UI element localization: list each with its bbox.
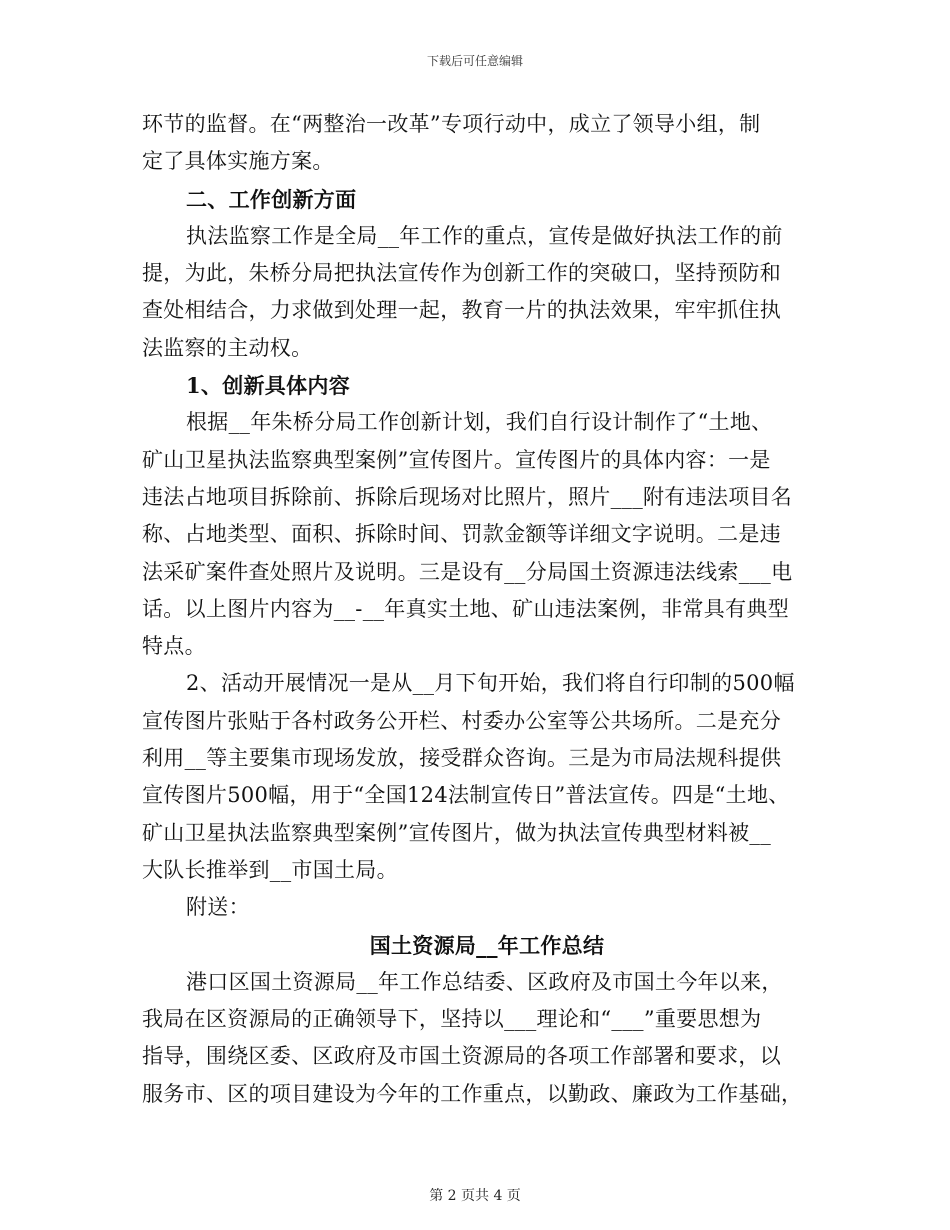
text-line: 环节的监督。在“两整治一改革”专项行动中，成立了领导小组，制 — [142, 112, 761, 136]
text-line: 附送： — [186, 895, 250, 920]
section-heading: 二、工作创新方面 — [186, 186, 357, 212]
text-line: 称、占地类型、面积、拆除时间、罚款金额等详细文字说明。二是违 — [142, 522, 781, 547]
text-line: 矿山卫星执法监察典型案例”宣传图片，做为执法宣传典型材料被__ — [142, 820, 772, 845]
text-line: 港口区国土资源局__年工作总结委、区政府及市国土今年以来， — [186, 969, 783, 994]
text-line: 矿山卫星执法监察典型案例”宣传图片。宣传图片的具体内容：一是 — [142, 447, 771, 472]
section-heading: 国土资源局__年工作总结 — [369, 932, 605, 958]
text-line: 大队长推举到__市国土局。 — [142, 857, 398, 882]
page-header: 下载后可任意编辑 — [426, 54, 523, 68]
text-line: 提，为此，朱桥分局把执法宣传作为创新工作的突破口，坚持预防和 — [142, 261, 781, 286]
text-line: 根据__年朱桥分局工作创新计划，我们自行设计制作了“土地、 — [186, 410, 773, 435]
document-body — [142, 106, 832, 1113]
text-line: 利用__等主要集市现场发放，接受群众咨询。三是为市局法规科提供 — [142, 746, 782, 771]
text-line: 2、活动开展情况一是从__月下旬开始，我们将自行印制的500幅 — [186, 671, 795, 696]
text-line: 法采矿案件查处照片及说明。三是设有__分局国土资源违法线索___电 — [142, 559, 793, 584]
text-line: 服务市、区的项目建设为今年的工作重点，以勤政、廉政为工作基础， — [142, 1081, 803, 1106]
section-heading: 1、创新具体内容 — [186, 373, 351, 399]
text-line: 定了具体实施方案。 — [142, 149, 334, 174]
text-line: 法监察的主动权。 — [142, 335, 313, 360]
text-line: 执法监察工作是全局__年工作的重点，宣传是做好执法工作的前 — [186, 223, 783, 248]
text-line: 宣传图片500幅，用于“全国124法制宣传日”普法宣传。四是“土地、 — [142, 783, 790, 808]
text-line: 查处相结合，力求做到处理一起，教育一片的执法效果，牢牢抓住执 — [142, 298, 781, 323]
text-line: 我局在区资源局的正确领导下，坚持以___理论和“___”重要思想为 — [142, 1007, 762, 1032]
text-line: 话。以上图片内容为__-__年真实土地、矿山违法案例，非常具有典型 — [142, 596, 789, 621]
page-footer: 第 2 页共 4 页 — [429, 1188, 521, 1204]
text-line: 违法占地项目拆除前、拆除后现场对比照片，照片___附有违法项目名 — [142, 484, 793, 509]
text-line: 指导，围绕区委、区政府及市国土资源局的各项工作部署和要求，以 — [142, 1044, 781, 1069]
text-line: 特点。 — [142, 634, 206, 659]
text-line: 宣传图片张贴于各村政务公开栏、村委办公室等公共场所。二是充分 — [142, 708, 781, 733]
